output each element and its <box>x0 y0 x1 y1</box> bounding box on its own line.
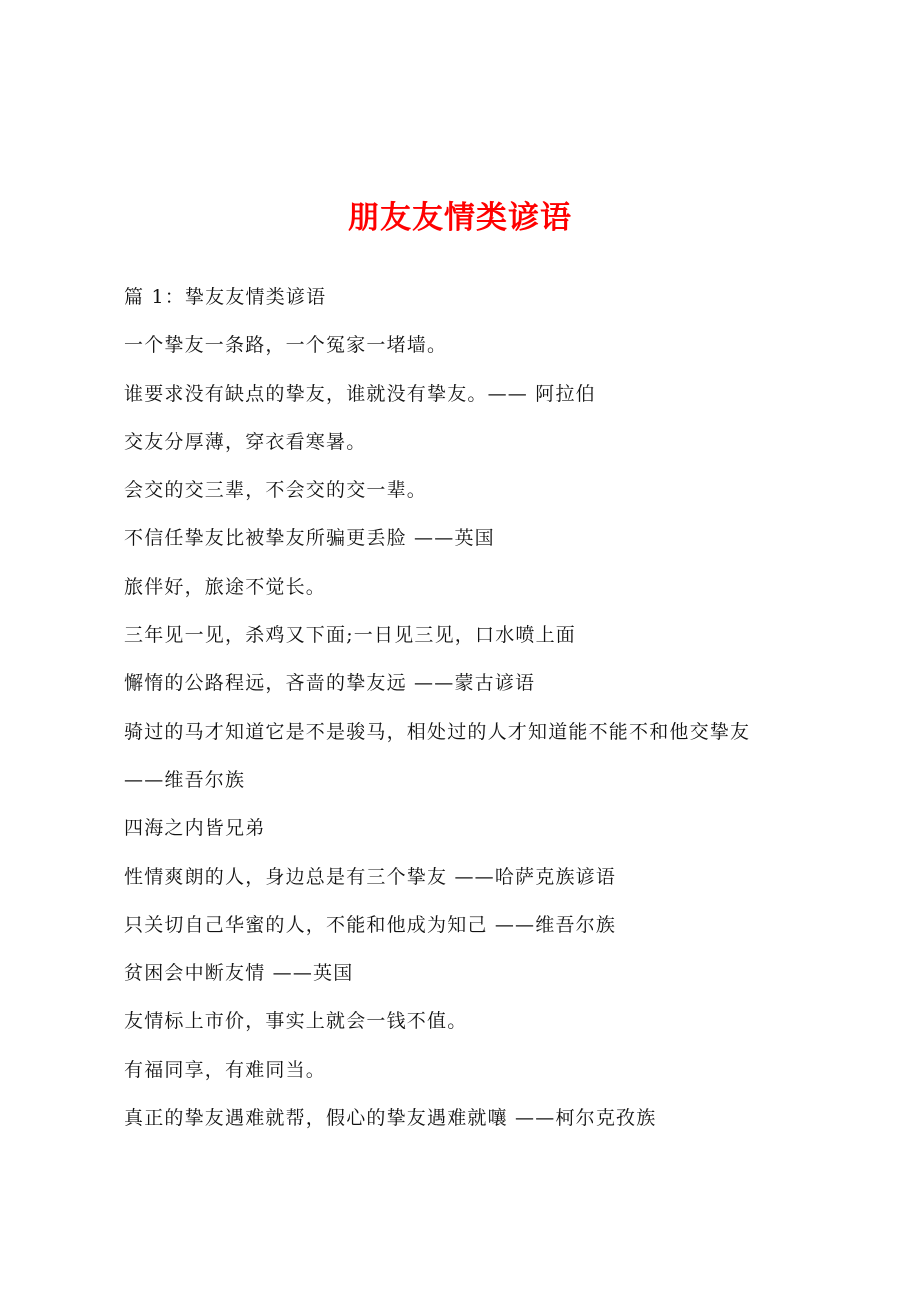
proverb-line: 友情标上市价，事实上就会一钱不值。 <box>124 1010 468 1033</box>
proverb-line: 谁要求没有缺点的挚友，谁就没有挚友。—— 阿拉伯 <box>124 382 596 405</box>
proverb-line: 旅伴好，旅途不觉长。 <box>124 575 327 598</box>
proverb-line: 骑过的马才知道它是不是骏马，相处过的人才知道能不能不和他交挚友 <box>124 720 751 743</box>
proverb-line: 交友分厚薄，穿衣看寒暑。 <box>124 430 367 453</box>
proverb-line: 只关切自己华蜜的人，不能和他成为知己 ——维吾尔族 <box>124 913 617 936</box>
proverb-line: 三年见一见，杀鸡又下面;一日见三见，口水喷上面 <box>124 624 577 647</box>
proverb-line: 四海之内皆兄弟 <box>124 817 266 840</box>
proverb-line: 会交的交三辈，不会交的交一辈。 <box>124 479 428 502</box>
proverb-line: 有福同享，有难同当。 <box>124 1058 327 1081</box>
proverb-line: 真正的挚友遇难就帮，假心的挚友遇难就嚷 ——柯尔克孜族 <box>124 1107 657 1130</box>
proverb-line: ——维吾尔族 <box>124 768 246 791</box>
document-title: 朋友友情类谚语 <box>348 200 572 236</box>
proverb-line: 懈惰的公路程远，吝啬的挚友远 ——蒙古谚语 <box>124 672 536 695</box>
proverb-line: 不信任挚友比被挚友所骗更丢脸 ——英国 <box>124 527 495 550</box>
proverb-line: 贫困会中断友情 ——英国 <box>124 962 354 985</box>
proverb-line: 一个挚友一条路，一个冤家一堵墙。 <box>124 334 448 357</box>
proverb-list <box>124 280 904 1149</box>
proverb-line: 性情爽朗的人，身边总是有三个挚友 ——哈萨克族谚语 <box>124 865 617 888</box>
section-heading: 篇 1：挚友友情类谚语 <box>124 286 327 308</box>
